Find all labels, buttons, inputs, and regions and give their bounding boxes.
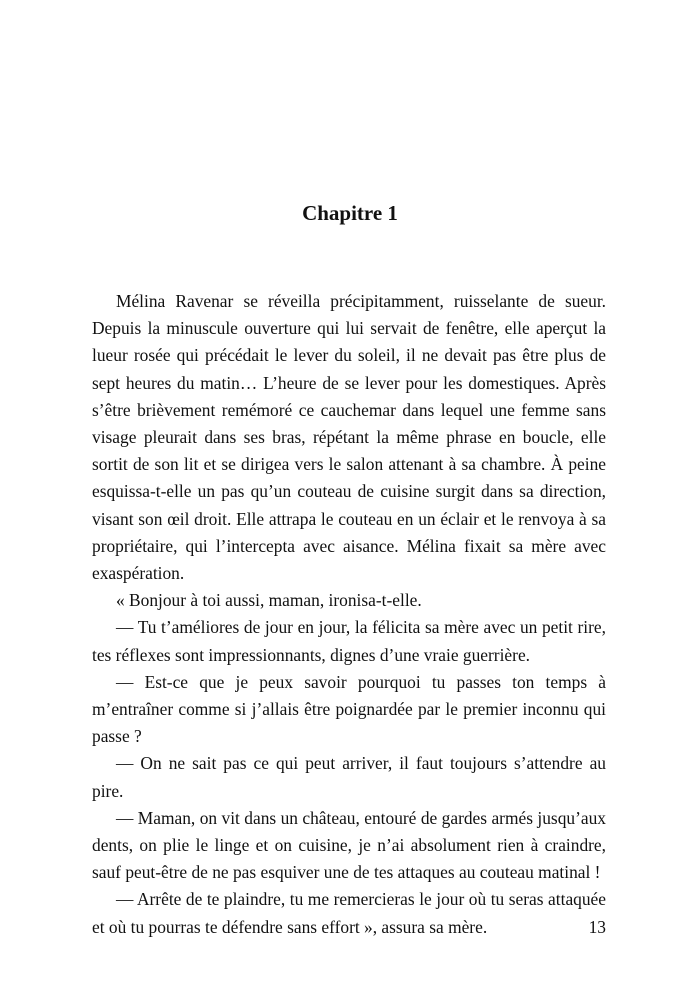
paragraph: Mélina Ravenar se réveilla précipitamment, ruisselante de sueur. Depuis la minuscule ouverture qui lui servait de fenêtre, elle aperçut la lueur rosée qui précédait le lever du soleil, il ne devait pas être plus de sept heures du matin… L’heure de se lever pour les domestiques. Après s’être brièvement remémoré ce cauchemar dans lequel une femme sans visage pleurait dans ses bras, répétant la même phrase en boucle, elle sortit de son lit et se dirigea vers le salon attenant à sa chambre. À peine esquissa-t-elle un pas qu’un couteau de cuisine surgit dans sa direction, visant son œil droit. Elle attrapa le couteau en un éclair et le renvoya à sa propriétaire, qui l’intercepta avec aisance. Mélina fixait sa mère avec exaspération. [92,291,606,584]
paragraph: « Bonjour à toi aussi, maman, ironisa-t-elle. [116,590,422,611]
paragraph: — On ne sait pas ce qui peut arriver, il faut toujours s’attendre au pire. [92,753,606,801]
paragraph: — Arrête de te plaindre, tu me remercieras le jour où tu seras attaquée et où tu pourras te défendre sans effort », assura sa mère. [92,889,606,937]
page-number: 13 [588,917,606,937]
paragraph: — Est-ce que je peux savoir pourquoi tu passes ton temps à m’entraîner comme si j’allais être poignardée par le premier inconnu qui passe ? [92,671,606,747]
chapter-title: Chapitre 1 [302,201,398,225]
paragraph: — Tu t’améliores de jour en jour, la félicita sa mère avec un petit rire, tes réflexes sont impressionnants, dignes d’une vraie guerrière. [92,617,606,665]
paragraph: — Maman, on vit dans un château, entouré de gardes armés jusqu’aux dents, on plie le linge et on cuisine, je n’ai absolument rien à craindre, sauf peut-être de ne pas esquiver une de tes attaques au couteau matinal ! [92,807,606,883]
chapter-body [92,288,606,941]
